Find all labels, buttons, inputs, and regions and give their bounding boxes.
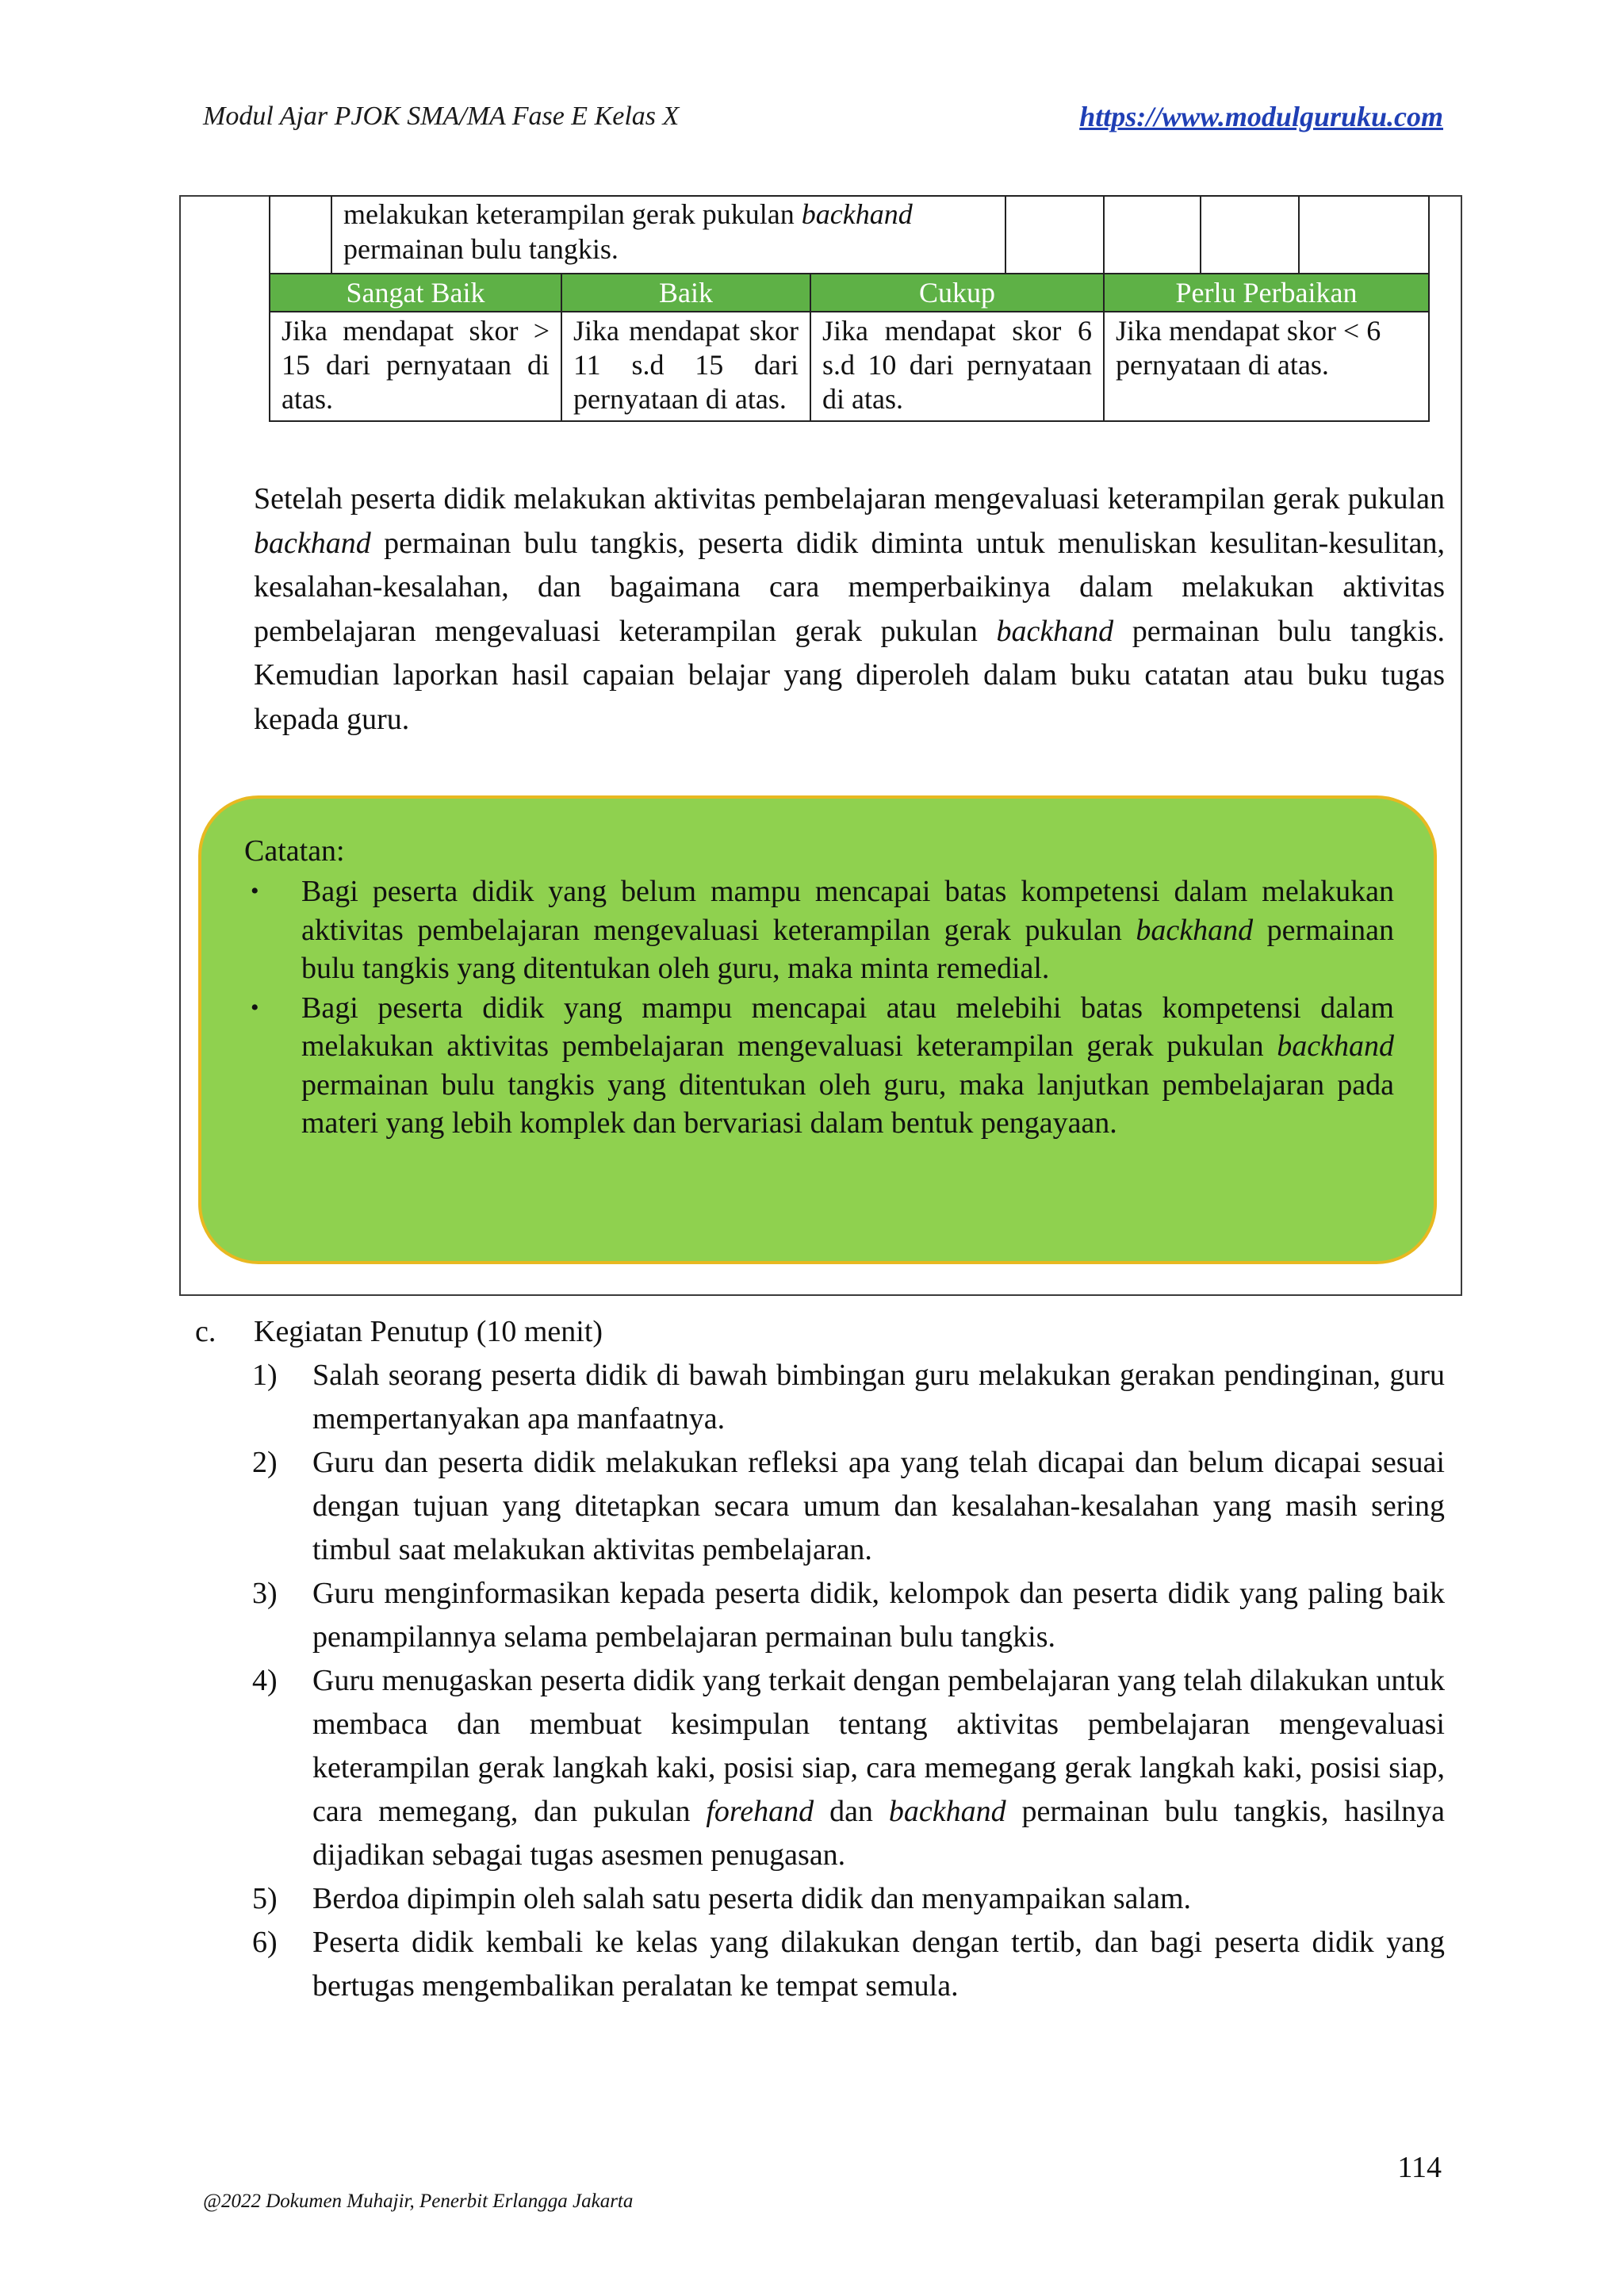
rubric-score-cell-2 bbox=[1104, 196, 1201, 274]
step-number: 4) bbox=[252, 1664, 278, 1697]
statement-italic: backhand bbox=[801, 198, 913, 230]
list-item bbox=[252, 1877, 1445, 1921]
note-list bbox=[251, 872, 1394, 1144]
para-italic-2: backhand bbox=[996, 614, 1114, 648]
note-item1-text-a: Bagi peserta didik yang belum mampu mencapai batas kompetensi dalam melakukan aktivitas pembelajaran mengevaluasi keterampilan gerak pukulan bbox=[301, 875, 1394, 947]
step-number: 1) bbox=[252, 1359, 278, 1392]
note-item2-text-a: Bagi peserta didik yang mampu mencapai atau melebihi batas kompetensi dalam melakukan aktivitas pembelajaran mengevaluasi keterampilan gerak pukulan bbox=[301, 991, 1394, 1063]
step-text: Salah seorang peserta didik di bawah bimbingan guru melakukan gerakan pendinginan, guru mempertanyakan apa manfaatnya. bbox=[312, 1359, 1445, 1435]
level-sangat-baik: Sangat Baik bbox=[270, 274, 561, 312]
note-item-remedial bbox=[251, 872, 1394, 988]
list-item bbox=[252, 1921, 1445, 2008]
list-item bbox=[252, 1441, 1445, 1572]
step-text: Berdoa dipimpin oleh salah satu peserta didik dan menyampaikan salam. bbox=[312, 1882, 1192, 1915]
list-item bbox=[252, 1354, 1445, 1441]
rubric-score-cell-3 bbox=[1201, 196, 1299, 274]
bullet-icon: • bbox=[251, 878, 259, 904]
section-marker: c. bbox=[195, 1315, 216, 1348]
para-text-2: permainan bulu tangkis, peserta didik diminta untuk menuliskan kesulitan-kesulitan, kesalahan-kesalahan, dan bagaimana cara memperbaikinya dalam melakukan aktivitas pembelajaran mengevaluasi keterampilan gerak pukulan bbox=[254, 526, 1445, 648]
note-item2-italic: backhand bbox=[1277, 1029, 1394, 1063]
page-number: 114 bbox=[1397, 2151, 1442, 2184]
note-item1-text-b: permainan bulu tangkis yang ditentukan oleh guru, maka minta remedial. bbox=[301, 913, 1394, 985]
step-text-mid: dan bbox=[814, 1795, 889, 1828]
closing-steps-list bbox=[252, 1354, 1445, 2008]
rubric-level-row bbox=[270, 274, 1429, 312]
rubric-score-cell-4 bbox=[1299, 196, 1429, 274]
para-text-1: Setelah peserta didik melakukan aktivitas pembelajaran mengevaluasi keterampilan gerak pukulan bbox=[254, 482, 1445, 516]
closing-section-heading bbox=[195, 1312, 603, 1351]
step-text-b: permainan bulu tangkis, hasilnya dijadikan sebagai tugas asesmen penugasan. bbox=[312, 1795, 1445, 1872]
criteria-perlu-perbaikan: Jika mendapat skor < 6 pernyataan di atas. bbox=[1104, 312, 1429, 421]
step-text: Guru dan peserta didik melakukan refleksi apa yang telah dicapai dan belum dicapai sesuai dengan tujuan yang ditetapkan secara umum dan kesalahan-kesalahan yang masih sering timbul saat melakukan aktivitas pembelajaran. bbox=[312, 1446, 1445, 1566]
criteria-cukup: Jika mendapat skor 6 s.d 10 dari pernyataan di atas. bbox=[810, 312, 1104, 421]
step-number: 2) bbox=[252, 1446, 278, 1479]
bullet-icon: • bbox=[251, 994, 259, 1021]
rubric-statement-cell bbox=[331, 196, 1005, 274]
criteria-baik: Jika mendapat skor 11 s.d 15 dari pernyataan di atas. bbox=[561, 312, 810, 421]
step-italic-backhand: backhand bbox=[888, 1795, 1006, 1828]
note-item-pengayaan bbox=[251, 989, 1394, 1143]
reflection-paragraph bbox=[254, 477, 1445, 742]
rubric-criteria-row bbox=[270, 312, 1429, 421]
step-number: 6) bbox=[252, 1926, 278, 1959]
header-url-link[interactable]: https://www.modulguruku.com bbox=[1079, 101, 1443, 132]
para-italic-1: backhand bbox=[254, 526, 371, 560]
step-italic-forehand: forehand bbox=[706, 1795, 814, 1828]
rubric-score-cell-1 bbox=[1005, 196, 1104, 274]
step-text: Guru menginformasikan kepada peserta didik, kelompok dan peserta didik yang paling baik penampilannya selama pembelajaran permainan bulu tangkis. bbox=[312, 1577, 1445, 1654]
note-title: Catatan: bbox=[244, 834, 345, 868]
rubric-statement-row bbox=[270, 196, 1429, 274]
criteria-sangat-baik: Jika mendapat skor > 15 dari pernyataan di atas. bbox=[270, 312, 561, 421]
rubric-table bbox=[269, 195, 1430, 422]
list-item bbox=[252, 1572, 1445, 1659]
statement-text-1: melakukan keterampilan gerak pukulan bbox=[343, 198, 802, 230]
step-number: 3) bbox=[252, 1577, 278, 1610]
footer-copyright: @2022 Dokumen Muhajir, Penerbit Erlangga Jakarta bbox=[203, 2191, 634, 2212]
note-item2-text-b: permainan bulu tangkis yang ditentukan oleh guru, maka lanjutkan pembelajaran pada materi yang lebih komplek dan bervariasi dalam bentuk pengayaan. bbox=[301, 1068, 1394, 1140]
statement-text-2: permainan bulu tangkis. bbox=[343, 233, 619, 265]
step-text-a: Guru menugaskan peserta didik yang terkait dengan pembelajaran yang telah dilakukan untuk membaca dan membuat kesimpulan tentang aktivitas pembelajaran mengevaluasi keterampilan gerak langkah kaki, posisi siap, cara memegang gerak langkah kaki, posisi siap, cara memegang, dan pukulan bbox=[312, 1664, 1445, 1828]
level-baik: Baik bbox=[561, 274, 810, 312]
step-text: Peserta didik kembali ke kelas yang dilakukan dengan tertib, dan bagi peserta didik yang bertugas mengembalikan peralatan ke tempat semula. bbox=[312, 1926, 1445, 2003]
list-item bbox=[252, 1659, 1445, 1877]
step-number: 5) bbox=[252, 1882, 278, 1915]
note-item1-italic: backhand bbox=[1136, 913, 1254, 947]
para-text-3: permainan bulu tangkis. Kemudian laporkan hasil capaian belajar yang diperoleh dalam buku catatan atau buku tugas kepada guru. bbox=[254, 614, 1445, 736]
level-perlu-perbaikan: Perlu Perbaikan bbox=[1104, 274, 1429, 312]
level-cukup: Cukup bbox=[810, 274, 1104, 312]
rubric-number-cell bbox=[270, 196, 331, 274]
section-title: Kegiatan Penutup (10 menit) bbox=[254, 1315, 603, 1348]
header-title: Modul Ajar PJOK SMA/MA Fase E Kelas X bbox=[203, 102, 680, 131]
